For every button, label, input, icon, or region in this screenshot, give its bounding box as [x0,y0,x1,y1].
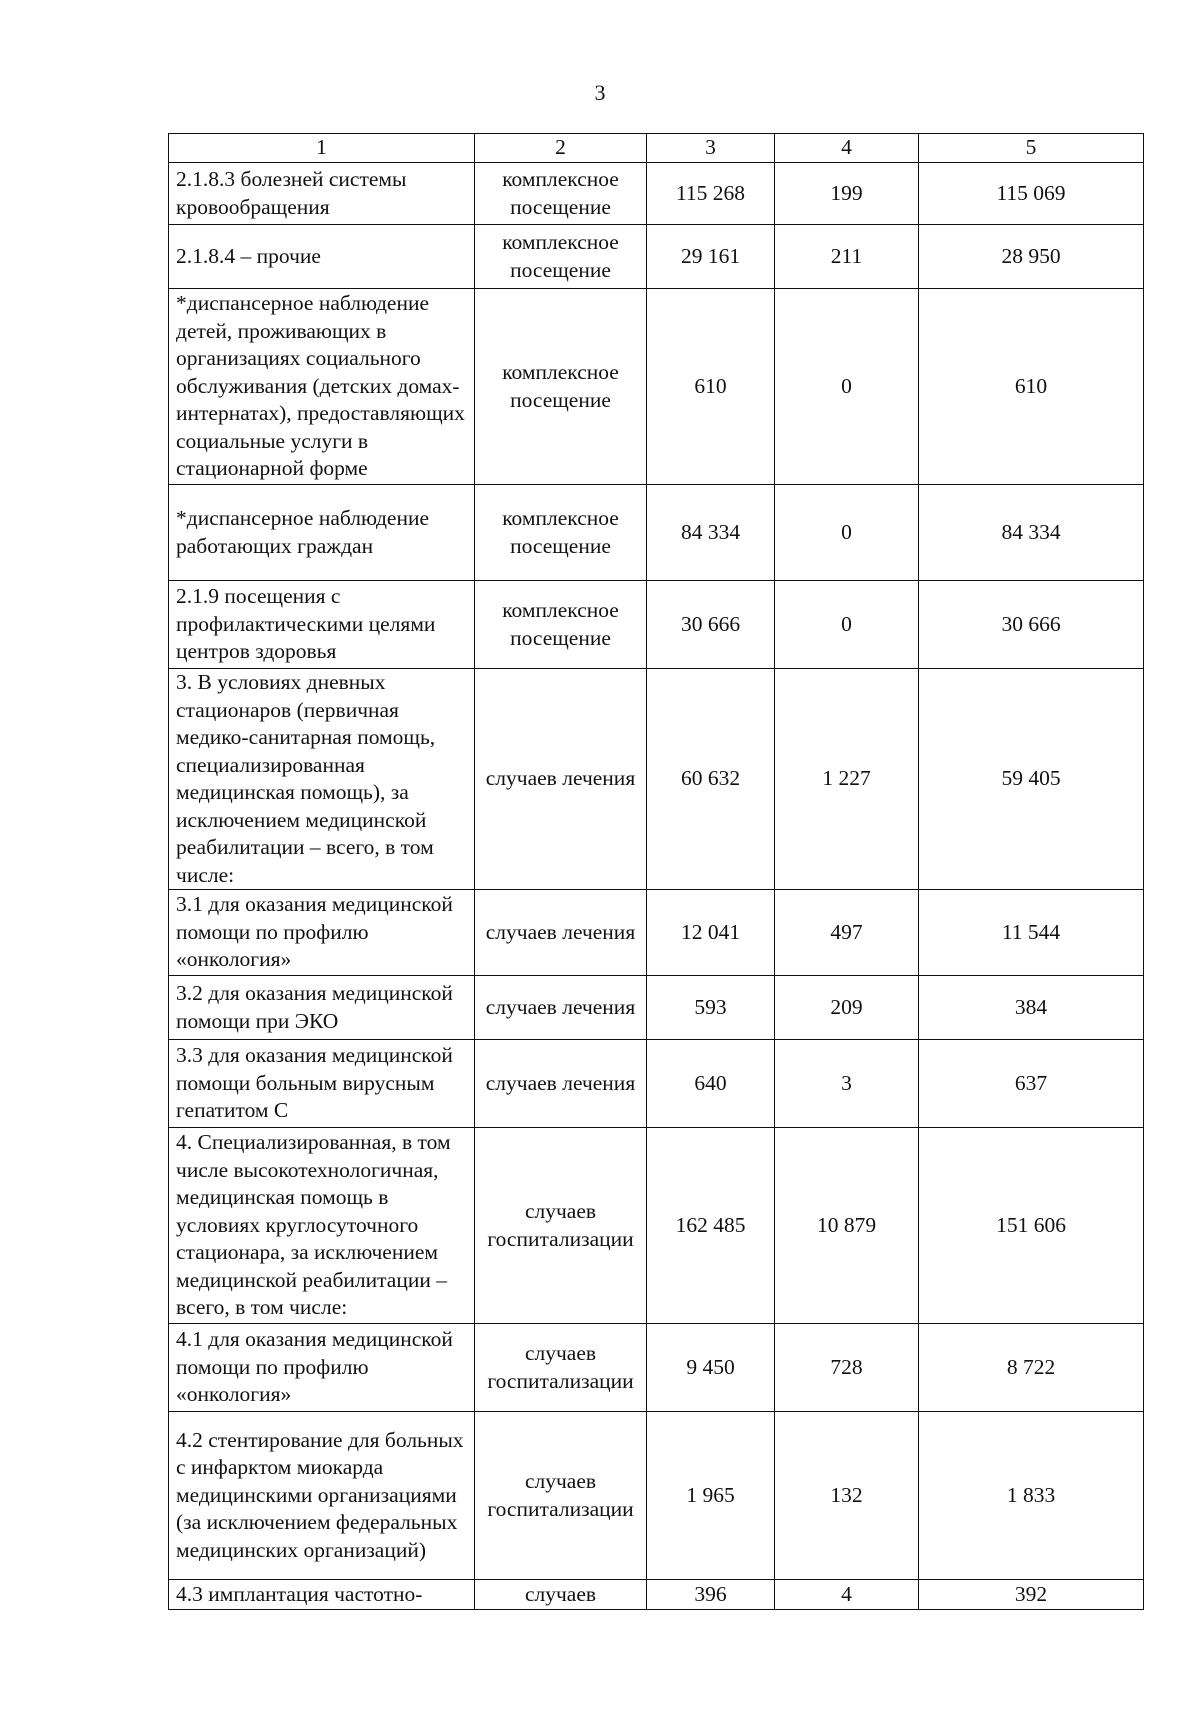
row-value-col3: 60 632 [647,669,775,890]
row-value-col4: 4 [775,1580,919,1610]
table-row [169,890,1144,976]
row-name: 3.2 для оказания медицинской помощи при ЭКО [169,976,475,1040]
row-unit: случаев лечения [475,669,647,890]
column-header-3: 3 [647,134,775,163]
table-row [169,289,1144,485]
row-name: 3. В условиях дневных стационаров (первичная медико-санитарная помощь, специализированная медицинская помощь), за исключением медицинской реабилитации – всего, в том числе: [169,669,475,890]
row-unit: случаев [475,1580,647,1610]
row-value-col5: 610 [919,289,1144,485]
row-value-col5: 637 [919,1040,1144,1128]
table-row [169,485,1144,581]
row-value-col4: 132 [775,1412,919,1580]
table-row [169,1128,1144,1324]
table-row [169,1324,1144,1412]
row-unit: комплексное посещение [475,485,647,581]
table-row [169,1580,1144,1610]
row-value-col5: 84 334 [919,485,1144,581]
row-unit: комплексное посещение [475,289,647,485]
row-value-col4: 1 227 [775,669,919,890]
row-value-col5: 59 405 [919,669,1144,890]
column-header-4: 4 [775,134,919,163]
row-unit: случаев лечения [475,890,647,976]
row-value-col5: 8 722 [919,1324,1144,1412]
row-value-col3: 162 485 [647,1128,775,1324]
row-value-col4: 497 [775,890,919,976]
row-value-col3: 29 161 [647,225,775,289]
row-value-col5: 115 069 [919,163,1144,225]
row-name: *диспансерное наблюдение работающих граждан [169,485,475,581]
row-name: 2.1.8.3 болезней системы кровообращения [169,163,475,225]
row-unit: случаев госпитализации [475,1128,647,1324]
row-value-col3: 30 666 [647,581,775,669]
row-value-col3: 84 334 [647,485,775,581]
row-value-col4: 209 [775,976,919,1040]
row-name: 2.1.9 посещения с профилактическими целями центров здоровья [169,581,475,669]
row-value-col3: 9 450 [647,1324,775,1412]
row-unit: случаев лечения [475,1040,647,1128]
row-value-col5: 28 950 [919,225,1144,289]
page-number: 3 [594,80,606,105]
row-unit: комплексное посещение [475,163,647,225]
table-row [169,1412,1144,1580]
table-row [169,163,1144,225]
row-value-col3: 12 041 [647,890,775,976]
row-value-col3: 610 [647,289,775,485]
row-value-col4: 0 [775,485,919,581]
row-unit: комплексное посещение [475,581,647,669]
row-name: 4.2 стентирование для больных с инфарктом миокарда медицинскими организациями (за исключением федеральных медицинских организаций) [169,1412,475,1580]
row-name: 4.1 для оказания медицинской помощи по профилю «онкология» [169,1324,475,1412]
row-value-col5: 1 833 [919,1412,1144,1580]
row-value-col3: 1 965 [647,1412,775,1580]
row-value-col4: 211 [775,225,919,289]
row-name: 4.3 имплантация частотно- [169,1580,475,1610]
row-value-col4: 10 879 [775,1128,919,1324]
column-header-5: 5 [919,134,1144,163]
row-value-col3: 640 [647,1040,775,1128]
row-name: 4. Специализированная, в том числе высокотехнологичная, медицинская помощь в условиях круглосуточного стационара, за исключением медицинской реабилитации – всего, в том числе: [169,1128,475,1324]
row-value-col4: 0 [775,581,919,669]
table-header-row [169,134,1144,163]
row-unit: случаев лечения [475,976,647,1040]
row-value-col5: 392 [919,1580,1144,1610]
row-value-col5: 11 544 [919,890,1144,976]
row-unit: случаев госпитализации [475,1412,647,1580]
row-value-col4: 0 [775,289,919,485]
column-header-1: 1 [169,134,475,163]
data-table [168,133,1144,1610]
row-value-col3: 115 268 [647,163,775,225]
row-value-col4: 3 [775,1040,919,1128]
table-row [169,225,1144,289]
column-header-2: 2 [475,134,647,163]
row-unit: комплексное посещение [475,225,647,289]
row-value-col5: 30 666 [919,581,1144,669]
row-value-col3: 396 [647,1580,775,1610]
row-value-col4: 199 [775,163,919,225]
row-value-col4: 728 [775,1324,919,1412]
table-row [169,669,1144,890]
table-row [169,581,1144,669]
row-value-col3: 593 [647,976,775,1040]
row-name: 2.1.8.4 – прочие [169,225,475,289]
row-name: 3.3 для оказания медицинской помощи больным вирусным гепатитом С [169,1040,475,1128]
table-row [169,976,1144,1040]
row-name: 3.1 для оказания медицинской помощи по профилю «онкология» [169,890,475,976]
table-row [169,1040,1144,1128]
row-value-col5: 151 606 [919,1128,1144,1324]
row-name: *диспансерное наблюдение детей, проживающих в организациях социального обслуживания (детских домах-интернатах), предоставляющих социальные услуги в стационарной форме [169,289,475,485]
row-value-col5: 384 [919,976,1144,1040]
row-unit: случаев госпитализации [475,1324,647,1412]
